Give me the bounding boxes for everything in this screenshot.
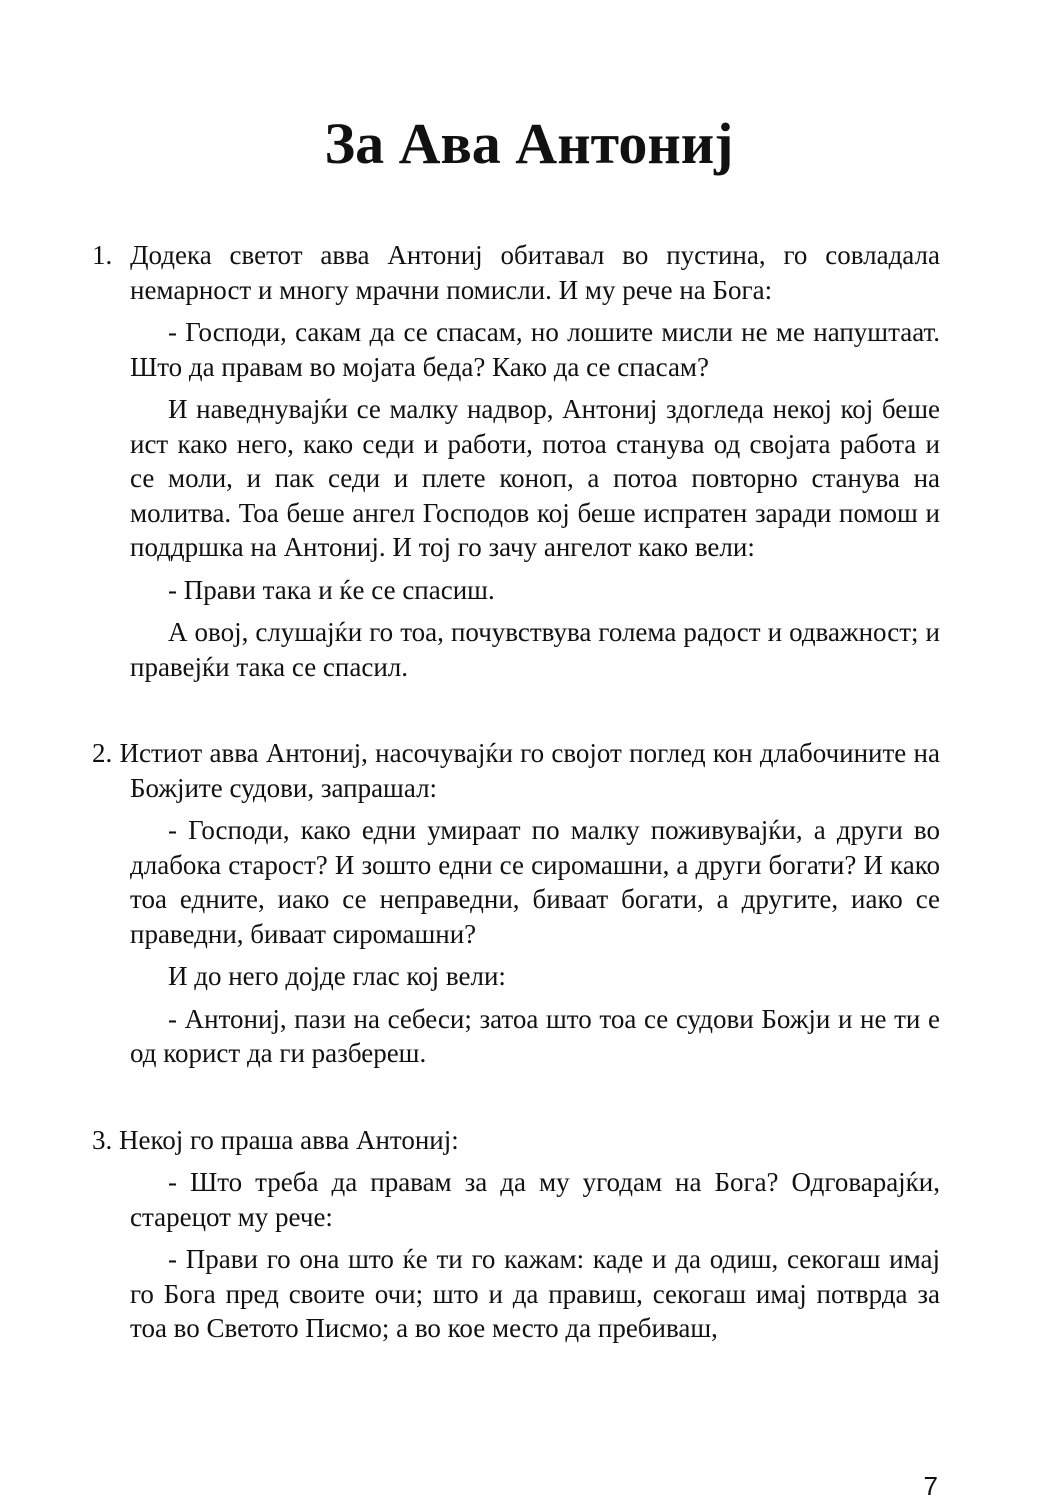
saying-2-paragraph: - Господи, како едни умираат по малку поживувајќи, а други во длабока старост? И зошто едни се сиромашни, а други богати? И како тоа едните, иако се неправедни, биваат богати, а другите, иако се праведни, биваат сиромашни? bbox=[130, 815, 940, 949]
saying-2-paragraph: И до него дојде глас кој вели: bbox=[168, 961, 506, 991]
page-number: 7 bbox=[923, 1471, 938, 1501]
saying-3-paragraph: - Прави го она што ќе ти го кажам: каде и да одиш, секогаш имај го Бога пред своите очи; што и да правиш, секогаш имај потврда за тоа во Светото Писмо; а во кое место да пребиваш, bbox=[130, 1244, 940, 1343]
page-body bbox=[92, 238, 940, 1346]
saying-3-lead: 3. Некој го праша авва Антониј: bbox=[92, 1124, 459, 1155]
saying-1-paragraph: - Господи, сакам да се спасам, но лошите мисли не ме напуштаат. Што да правам во мојата беда? Како да се спасам? bbox=[130, 317, 940, 382]
saying-2-paragraph: - Антониј, пази на себеси; затоа што тоа се судови Божји и не ти е од корист да ги разбереш. bbox=[130, 1003, 940, 1068]
saying-3 bbox=[92, 1123, 940, 1346]
page-title: За Ава Антониј bbox=[324, 111, 734, 176]
saying-1 bbox=[92, 238, 940, 684]
saying-1-lead: 1. Додека светот авва Антониј обитавал во пустина, го совладала немарност и многу мрачни помисли. И му рече на Бога: bbox=[92, 240, 940, 305]
saying-3-paragraph: - Што треба да правам за да му угодам на Бога? Одговарајќи, старецот му рече: bbox=[130, 1167, 940, 1232]
saying-1-paragraph: А овој, слушајќи го тоа, почувствува голема радост и одважност; и правејќи така се спасил. bbox=[130, 617, 940, 682]
saying-2 bbox=[92, 736, 940, 1071]
saying-1-paragraph: - Прави така и ќе се спасиш. bbox=[168, 574, 495, 605]
saying-1-paragraph: И наведнувајќи се малку надвор, Антониј здогледа некој кој беше ист како него, како седи и работи, потоа станува од својата работа и се моли, и пак седи и плете коноп, а потоа повторно станува на молитва. Тоа беше ангел Господов кој беше испратен заради помош и поддршка на Антониј. И тој го зачу ангелот како вели: bbox=[130, 394, 940, 562]
saying-2-lead: 2. Истиот авва Антониј, насочувајќи го својот поглед кон длабочините на Божјите судови, запрашал: bbox=[92, 738, 940, 803]
